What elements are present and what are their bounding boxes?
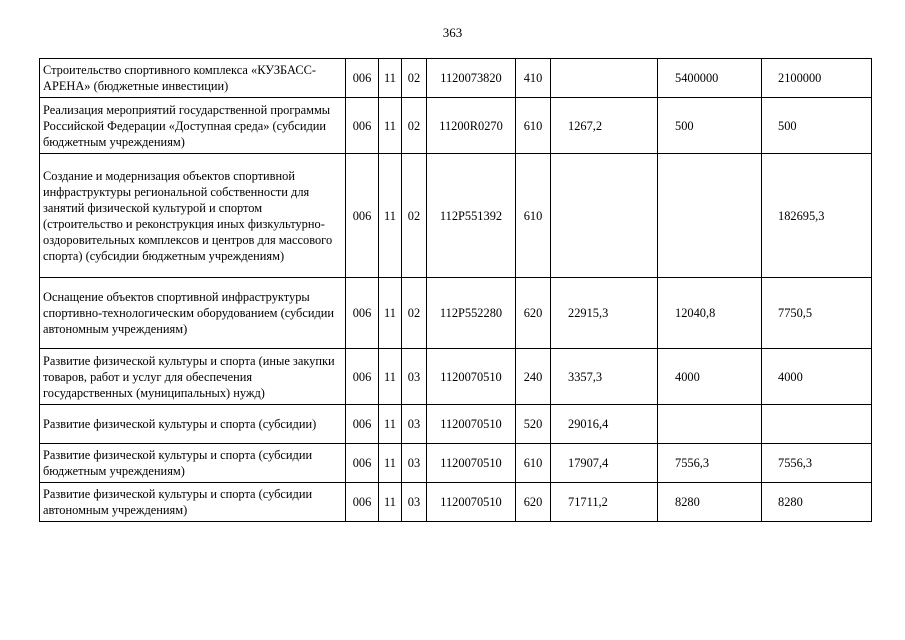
expense-type: 410 bbox=[516, 59, 551, 98]
budget-table bbox=[39, 58, 872, 522]
amount-2: 4000 bbox=[658, 349, 762, 405]
subsection-code: 03 bbox=[402, 444, 427, 483]
subsection-code: 02 bbox=[402, 154, 427, 278]
subsection-code: 03 bbox=[402, 483, 427, 522]
amount-3: 4000 bbox=[762, 349, 872, 405]
amount-3: 7556,3 bbox=[762, 444, 872, 483]
row-description: Развитие физической культуры и спорта (субсидии) bbox=[40, 405, 346, 444]
amount-3: 8280 bbox=[762, 483, 872, 522]
target-article: 1120070510 bbox=[427, 444, 516, 483]
amount-2: 8280 bbox=[658, 483, 762, 522]
section-code: 11 bbox=[379, 278, 402, 349]
amount-1: 22915,3 bbox=[551, 278, 658, 349]
ministry-code: 006 bbox=[346, 154, 379, 278]
amount-1 bbox=[551, 154, 658, 278]
subsection-code: 02 bbox=[402, 98, 427, 154]
target-article: 1120070510 bbox=[427, 349, 516, 405]
amount-2: 500 bbox=[658, 98, 762, 154]
expense-type: 610 bbox=[516, 98, 551, 154]
expense-type: 620 bbox=[516, 278, 551, 349]
table-row bbox=[40, 405, 872, 444]
amount-1: 1267,2 bbox=[551, 98, 658, 154]
amount-3: 182695,3 bbox=[762, 154, 872, 278]
subsection-code: 03 bbox=[402, 405, 427, 444]
expense-type: 620 bbox=[516, 483, 551, 522]
amount-3 bbox=[762, 405, 872, 444]
section-code: 11 bbox=[379, 98, 402, 154]
expense-type: 520 bbox=[516, 405, 551, 444]
section-code: 11 bbox=[379, 405, 402, 444]
amount-1: 3357,3 bbox=[551, 349, 658, 405]
amount-2: 5400000 bbox=[658, 59, 762, 98]
row-description: Развитие физической культуры и спорта (иные закупки товаров, работ и услуг для обеспечения государственных (муниципальных) нужд) bbox=[40, 349, 346, 405]
target-article: 112P551392 bbox=[427, 154, 516, 278]
amount-2: 7556,3 bbox=[658, 444, 762, 483]
subsection-code: 02 bbox=[402, 59, 427, 98]
section-code: 11 bbox=[379, 154, 402, 278]
row-description: Реализация мероприятий государственной программы Российской Федерации «Доступная среда» (субсидии бюджетным учреждениям) bbox=[40, 98, 346, 154]
amount-1: 29016,4 bbox=[551, 405, 658, 444]
amount-1 bbox=[551, 59, 658, 98]
expense-type: 610 bbox=[516, 154, 551, 278]
amount-2: 12040,8 bbox=[658, 278, 762, 349]
page-number: 363 bbox=[442, 25, 463, 40]
ministry-code: 006 bbox=[346, 278, 379, 349]
ministry-code: 006 bbox=[346, 405, 379, 444]
table-row bbox=[40, 154, 872, 278]
table-row bbox=[40, 444, 872, 483]
amount-3: 2100000 bbox=[762, 59, 872, 98]
subsection-code: 03 bbox=[402, 349, 427, 405]
amount-3: 7750,5 bbox=[762, 278, 872, 349]
subsection-code: 02 bbox=[402, 278, 427, 349]
ministry-code: 006 bbox=[346, 483, 379, 522]
row-description: Развитие физической культуры и спорта (субсидии автономным учреждениям) bbox=[40, 483, 346, 522]
section-code: 11 bbox=[379, 349, 402, 405]
ministry-code: 006 bbox=[346, 444, 379, 483]
section-code: 11 bbox=[379, 483, 402, 522]
target-article: 1120070510 bbox=[427, 405, 516, 444]
ministry-code: 006 bbox=[346, 349, 379, 405]
row-description: Создание и модернизация объектов спортивной инфраструктуры региональной собственности для занятий физической культурой и спортом (строительство и реконструкция иных физкультурно-оздоровительных комплексов и центров для массового спорта) (субсидии бюджетным учреждениям) bbox=[40, 154, 346, 278]
row-description: Оснащение объектов спортивной инфраструктуры спортивно-технологическим оборудованием (субсидии автономным учреждениям) bbox=[40, 278, 346, 349]
target-article: 1120070510 bbox=[427, 483, 516, 522]
table-row bbox=[40, 59, 872, 98]
row-description: Развитие физической культуры и спорта (субсидии бюджетным учреждениям) bbox=[40, 444, 346, 483]
table-row bbox=[40, 349, 872, 405]
amount-3: 500 bbox=[762, 98, 872, 154]
section-code: 11 bbox=[379, 59, 402, 98]
table-row bbox=[40, 483, 872, 522]
target-article: 112P552280 bbox=[427, 278, 516, 349]
section-code: 11 bbox=[379, 444, 402, 483]
expense-type: 240 bbox=[516, 349, 551, 405]
amount-1: 71711,2 bbox=[551, 483, 658, 522]
row-description: Строительство спортивного комплекса «КУЗБАСС-АРЕНА» (бюджетные инвестиции) bbox=[40, 59, 346, 98]
table-row bbox=[40, 278, 872, 349]
amount-2 bbox=[658, 154, 762, 278]
ministry-code: 006 bbox=[346, 98, 379, 154]
table-row bbox=[40, 98, 872, 154]
ministry-code: 006 bbox=[346, 59, 379, 98]
expense-type: 610 bbox=[516, 444, 551, 483]
amount-2 bbox=[658, 405, 762, 444]
amount-1: 17907,4 bbox=[551, 444, 658, 483]
target-article: 1120073820 bbox=[427, 59, 516, 98]
target-article: 11200R0270 bbox=[427, 98, 516, 154]
